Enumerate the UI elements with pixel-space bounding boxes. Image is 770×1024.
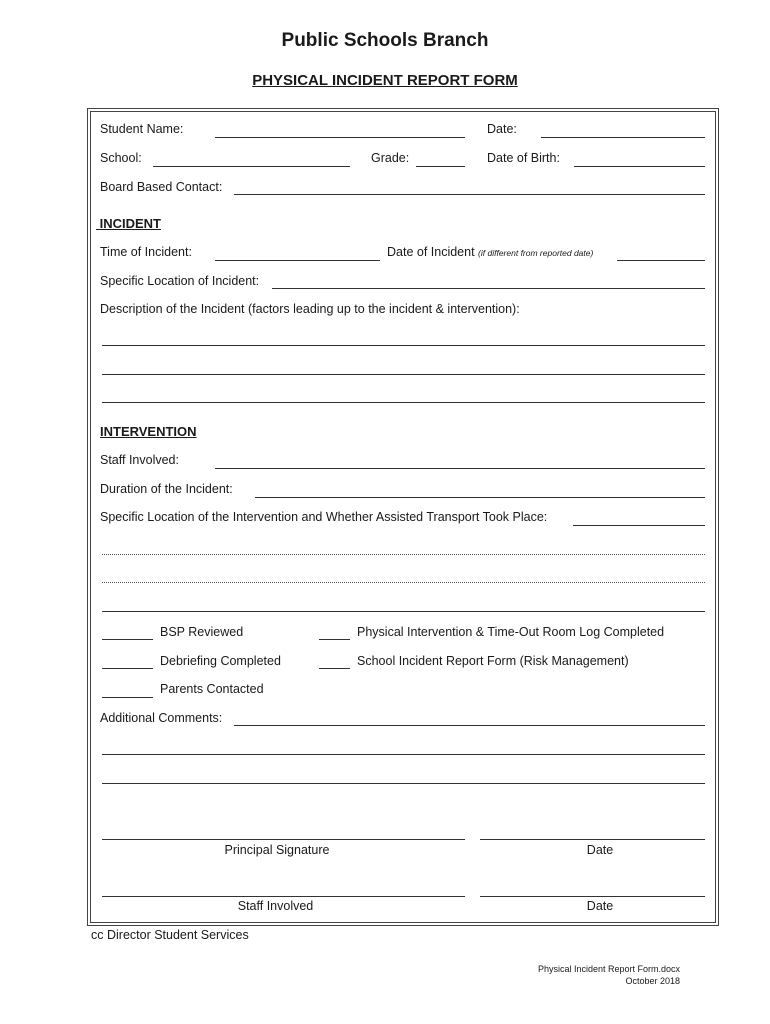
- grade-label: Grade:: [371, 151, 410, 165]
- principal-date-label: Date: [586, 843, 614, 857]
- additional-comments-label: Additional Comments:: [100, 711, 223, 725]
- debriefing-label: Debriefing Completed: [160, 654, 281, 668]
- intervention-location-label: Specific Location of the Intervention and Whether Assisted Transport Took Place:: [100, 510, 548, 524]
- time-of-incident-label: Time of Incident:: [100, 245, 192, 259]
- dob-field[interactable]: [574, 166, 705, 167]
- description-line-1[interactable]: [102, 345, 705, 346]
- dob-label: Date of Birth:: [487, 151, 560, 165]
- form-title: PHYSICAL INCIDENT REPORT FORM: [252, 72, 518, 89]
- incident-heading: INCIDENT: [96, 216, 161, 231]
- principal-date-line[interactable]: [480, 839, 705, 840]
- intervention-location-field[interactable]: [573, 525, 705, 526]
- staff-involved-label: Staff Involved:: [100, 453, 179, 467]
- staff-date-label: Date: [586, 899, 614, 913]
- date-of-incident-field[interactable]: [617, 260, 705, 261]
- date-label: Date:: [487, 122, 517, 136]
- principal-signature-label: Principal Signature: [224, 843, 330, 857]
- board-contact-label: Board Based Contact:: [100, 180, 223, 194]
- comments-line-2[interactable]: [102, 783, 705, 784]
- org-title: Public Schools Branch: [281, 30, 489, 51]
- parents-check-blank[interactable]: [102, 697, 153, 698]
- log-completed-label: Physical Intervention & Time-Out Room Log Completed: [357, 625, 665, 639]
- incident-location-label: Specific Location of Incident:: [100, 274, 260, 288]
- cc-line: cc Director Student Services: [91, 928, 249, 942]
- staff-signature-label: Staff Involved: [237, 899, 314, 913]
- staff-involved-field[interactable]: [215, 468, 705, 469]
- footer-filename: Physical Incident Report Form.docx: [537, 964, 680, 974]
- incident-location-field[interactable]: [272, 288, 705, 289]
- intervention-line-3[interactable]: [102, 611, 705, 612]
- parents-contacted-label: Parents Contacted: [160, 682, 264, 696]
- debrief-check-blank[interactable]: [102, 668, 153, 669]
- staff-signature-line[interactable]: [102, 896, 465, 897]
- bsp-reviewed-label: BSP Reviewed: [160, 625, 244, 639]
- date-field[interactable]: [541, 137, 705, 138]
- grade-field[interactable]: [416, 166, 465, 167]
- student-name-label: Student Name:: [100, 122, 184, 136]
- school-field[interactable]: [153, 166, 350, 167]
- footer-revision: October 2018: [625, 976, 680, 986]
- risk-management-label: School Incident Report Form (Risk Management): [357, 654, 629, 668]
- risk-check-blank[interactable]: [319, 668, 350, 669]
- date-of-incident-note: (if different from reported date): [478, 248, 594, 258]
- comments-line-1[interactable]: [102, 754, 705, 755]
- bsp-check-blank[interactable]: [102, 639, 153, 640]
- incident-description-label: Description of the Incident (factors leading up to the incident & intervention):: [100, 302, 520, 316]
- intervention-line-1[interactable]: [102, 554, 705, 555]
- intervention-line-2[interactable]: [102, 582, 705, 583]
- description-line-2[interactable]: [102, 374, 705, 375]
- principal-signature-line[interactable]: [102, 839, 465, 840]
- time-of-incident-field[interactable]: [215, 260, 380, 261]
- school-label: School:: [100, 151, 142, 165]
- board-contact-field[interactable]: [234, 194, 705, 195]
- staff-date-line[interactable]: [480, 896, 705, 897]
- intervention-heading: INTERVENTION: [100, 424, 197, 439]
- student-name-field[interactable]: [215, 137, 465, 138]
- description-line-3[interactable]: [102, 402, 705, 403]
- date-of-incident-text: Date of Incident: [387, 245, 475, 259]
- duration-label: Duration of the Incident:: [100, 482, 233, 496]
- log-check-blank[interactable]: [319, 639, 350, 640]
- comments-field[interactable]: [234, 725, 705, 726]
- date-of-incident-label: [387, 245, 593, 259]
- duration-field[interactable]: [255, 497, 705, 498]
